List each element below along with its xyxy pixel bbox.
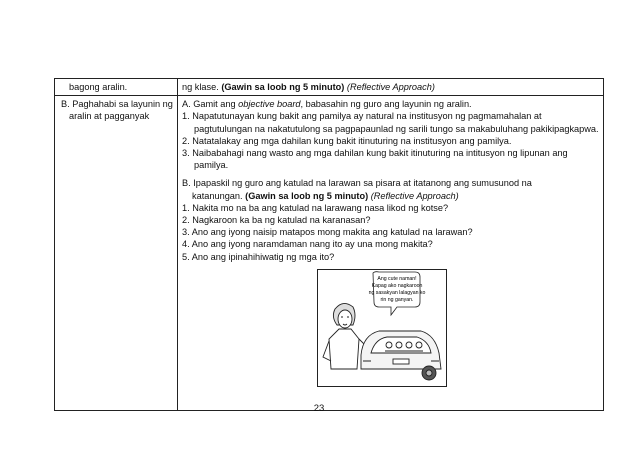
list-item: 4. Ano ang iyong naramdaman nang ito ay una mong makita? [182, 239, 433, 250]
page-number: 23 [313, 403, 325, 414]
section-b-line1: B. Ipapaskil ng guro ang katulad na larawan sa pisara at itatanong ang sumusunod na [182, 178, 532, 189]
list-item: 2. Nagkaroon ka ba ng katulad na karanasan? [182, 215, 371, 226]
table-row [55, 96, 604, 411]
section-a-suffix: , babasahin ng guro ang layunin ng aralin. [300, 99, 472, 110]
lesson-table [54, 78, 604, 411]
bubble-line-4: rin ng ganyan. [380, 296, 414, 303]
bubble-line-2: Kapag ako nagkaroon [371, 282, 423, 289]
row1-right-plain: ng klase. [182, 82, 222, 92]
row1-left-text: bagong aralin. [69, 82, 128, 92]
list-item: 1. Napatutunayan kung bakit ang pamilya ay natural na institusyon ng pagmamahalan at pagtutulungan na nakatutulong sa pagpapaunlad ng sarili tungo sa makabuluhang pakikipagkapwa. [182, 111, 599, 134]
row1-right-bold: (Gawin sa loob ng 5 minuto) [221, 82, 345, 92]
row2-left-line1: B. Paghahabi sa layunin ng [61, 99, 173, 110]
list-item: 5. Ano ang ipinahihiwatig ng mga ito? [182, 251, 335, 262]
list-item: 1. Nakita mo na ba ang katulad na larawang nasa likod ng kotse? [182, 202, 449, 213]
table-row [55, 79, 604, 96]
section-b-line2 [182, 190, 599, 202]
row2-left-line2: aralin at pagganyak [69, 111, 150, 122]
list-item: 2. Natatalakay ang mga dahilan kung bakit itinuturing na institusyon ang pamilya. [182, 135, 512, 146]
section-b-bold: (Gawin sa loob ng 5 minuto) [245, 190, 369, 201]
car-cartoon-image [317, 269, 447, 387]
row2-right-cell [178, 96, 604, 411]
row1-left-cell [55, 79, 178, 96]
row2-left-cell [55, 96, 178, 411]
list-item: 3. Naibabahagi nang wasto ang mga dahilan kung bakit itinuturing na intitusyon ng lipunan ang pamilya. [182, 148, 568, 171]
row1-right-italic: (Reflective Approach) [344, 82, 435, 92]
list-item: 3. Ano ang iyong naisip matapos mong makita ang katulad na larawan? [182, 227, 473, 238]
section-b-italic: (Reflective Approach) [368, 190, 459, 201]
cartoon-illustration [317, 269, 447, 387]
bubble-line-1: Ang cute naman! [377, 275, 417, 282]
section-b-plain: katanungan. [192, 190, 246, 201]
row1-right-cell [178, 79, 604, 96]
section-a-heading [182, 98, 599, 110]
bubble-line-3: ng sasakyan lalagyan ko [368, 289, 426, 296]
section-a-prefix: A. Gamit ang [182, 99, 239, 110]
section-a-italic: objective board [238, 99, 301, 110]
